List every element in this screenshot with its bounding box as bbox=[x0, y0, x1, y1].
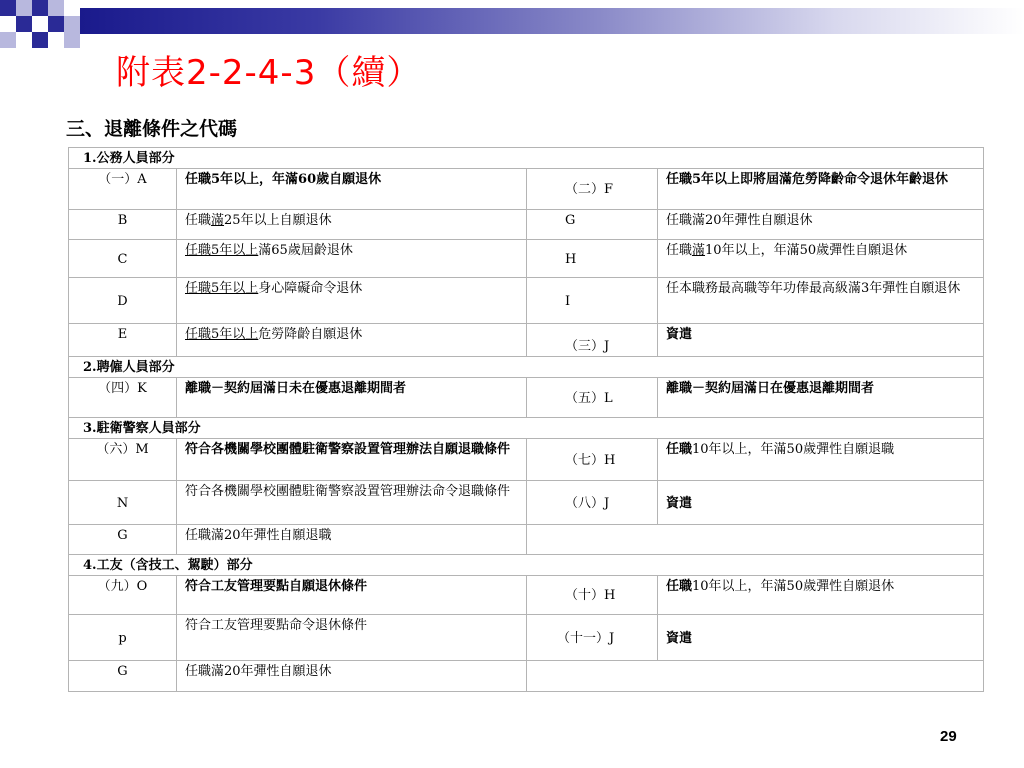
code-cell: （十一）J bbox=[527, 615, 658, 661]
code-cell: （五）L bbox=[527, 378, 658, 418]
decor-square bbox=[0, 32, 16, 48]
table-row bbox=[69, 615, 984, 661]
condition-text-underlined: 滿 bbox=[211, 213, 225, 228]
condition-cell bbox=[658, 576, 984, 615]
condition-text: 任職 bbox=[185, 213, 212, 228]
condition-cell: 資遣 bbox=[658, 324, 984, 357]
condition-text-underlined: 任職5年以上 bbox=[185, 281, 259, 296]
table-row bbox=[69, 439, 984, 481]
condition-text-underlined: 任職5年以上 bbox=[185, 327, 259, 342]
condition-text: 危勞降齡自願退休 bbox=[258, 327, 363, 342]
condition-text: 任職5年以上，年滿60歲自願退休 bbox=[185, 172, 382, 187]
condition-text-underlined: 滿 bbox=[692, 243, 706, 258]
code-cell: p bbox=[69, 615, 177, 661]
table-row bbox=[69, 378, 984, 418]
retirement-code-table bbox=[68, 147, 984, 692]
code-cell: C bbox=[69, 240, 177, 278]
decor-square bbox=[64, 16, 80, 32]
page-number: 29 bbox=[940, 728, 957, 745]
table-section-row bbox=[69, 357, 984, 378]
code-cell: G bbox=[69, 661, 177, 692]
condition-cell: 任職滿20年彈性自願退休 bbox=[658, 210, 984, 240]
section-label: 3.駐衛警察人員部分 bbox=[69, 418, 984, 439]
table-row bbox=[69, 661, 984, 692]
condition-text: 25年以上自願退休 bbox=[224, 213, 332, 228]
code-cell: N bbox=[69, 481, 177, 525]
decor-square bbox=[16, 0, 32, 16]
condition-cell bbox=[177, 210, 527, 240]
condition-cell bbox=[177, 240, 527, 278]
code-cell: G bbox=[527, 210, 658, 240]
decor-square bbox=[0, 0, 16, 16]
code-cell: D bbox=[69, 278, 177, 324]
table-section-row bbox=[69, 148, 984, 169]
empty-cell bbox=[527, 525, 984, 555]
page-title: 附表2-2-4-3（續） bbox=[116, 53, 422, 93]
condition-cell bbox=[177, 169, 527, 210]
decor-square bbox=[32, 32, 48, 48]
decor-square bbox=[16, 16, 32, 32]
condition-cell bbox=[658, 240, 984, 278]
condition-text: 10年以上，年滿50歲彈性自願退職 bbox=[692, 442, 895, 457]
table-row bbox=[69, 525, 984, 555]
condition-text: 任職 bbox=[666, 243, 693, 258]
condition-cell: 符合工友管理要點命令退休條件 bbox=[177, 615, 527, 661]
condition-text: 身心障礙命令退休 bbox=[258, 281, 363, 296]
condition-text: 任職 bbox=[666, 442, 693, 457]
condition-text: 10年以上，年滿50歲彈性自願退休 bbox=[705, 243, 908, 258]
condition-text: 滿65歲屆齡退休 bbox=[258, 243, 353, 258]
condition-cell bbox=[177, 278, 527, 324]
section-label: 4.工友（含技工、駕駛）部分 bbox=[69, 555, 984, 576]
condition-text: 任職 bbox=[666, 579, 693, 594]
table-section-row bbox=[69, 555, 984, 576]
code-cell: （三）J bbox=[527, 324, 658, 357]
section-label: 1.公務人員部分 bbox=[69, 148, 984, 169]
section-label: 2.聘僱人員部分 bbox=[69, 357, 984, 378]
condition-text: 任職5年以上即將屆滿危勞降齡命令退休年齡退休 bbox=[666, 172, 949, 187]
decor-square bbox=[64, 32, 80, 48]
condition-text: 10年以上，年滿50歲彈性自願退休 bbox=[692, 579, 895, 594]
decor-square bbox=[48, 16, 64, 32]
code-cell: （九）O bbox=[69, 576, 177, 615]
condition-cell: 資遣 bbox=[658, 615, 984, 661]
condition-cell: 符合工友管理要點自願退休條件 bbox=[177, 576, 527, 615]
condition-cell: 任職滿20年彈性自願退職 bbox=[177, 525, 527, 555]
condition-cell bbox=[658, 439, 984, 481]
table-row bbox=[69, 324, 984, 357]
code-cell: （七）H bbox=[527, 439, 658, 481]
condition-cell: 任職滿20年彈性自願退休 bbox=[177, 661, 527, 692]
condition-cell: 離職－契約屆滿日在優惠退離期間者 bbox=[658, 378, 984, 418]
condition-cell: 資遣 bbox=[658, 481, 984, 525]
code-cell: （六）M bbox=[69, 439, 177, 481]
code-cell: （一）A bbox=[69, 169, 177, 210]
decor-square bbox=[48, 0, 64, 16]
code-cell: （八）J bbox=[527, 481, 658, 525]
banner-gradient-bar bbox=[80, 8, 1024, 34]
code-cell: （十）H bbox=[527, 576, 658, 615]
condition-cell: 符合各機關學校團體駐衛警察設置管理辦法命令退職條件 bbox=[177, 481, 527, 525]
table-row bbox=[69, 278, 984, 324]
decor-square bbox=[32, 0, 48, 16]
code-cell: G bbox=[69, 525, 177, 555]
condition-cell: 任本職務最高職等年功俸最高級滿3年彈性自願退休 bbox=[658, 278, 984, 324]
table-row bbox=[69, 576, 984, 615]
condition-cell: 離職－契約屆滿日未在優惠退離期間者 bbox=[177, 378, 527, 418]
section-heading: 三、退離條件之代碼 bbox=[66, 118, 238, 140]
table-section-row bbox=[69, 418, 984, 439]
condition-text-underlined: 任職5年以上 bbox=[185, 243, 259, 258]
condition-cell bbox=[658, 169, 984, 210]
code-cell: （四）K bbox=[69, 378, 177, 418]
condition-cell bbox=[177, 324, 527, 357]
table-row bbox=[69, 481, 984, 525]
table-row bbox=[69, 210, 984, 240]
table-row bbox=[69, 169, 984, 210]
empty-cell bbox=[527, 661, 984, 692]
code-cell: E bbox=[69, 324, 177, 357]
code-cell: I bbox=[527, 278, 658, 324]
header-banner bbox=[0, 0, 1024, 42]
code-cell: （二）F bbox=[527, 169, 658, 210]
table-row bbox=[69, 240, 984, 278]
condition-cell: 符合各機關學校團體駐衛警察設置管理辦法自願退職條件 bbox=[177, 439, 527, 481]
code-cell: B bbox=[69, 210, 177, 240]
code-cell: H bbox=[527, 240, 658, 278]
